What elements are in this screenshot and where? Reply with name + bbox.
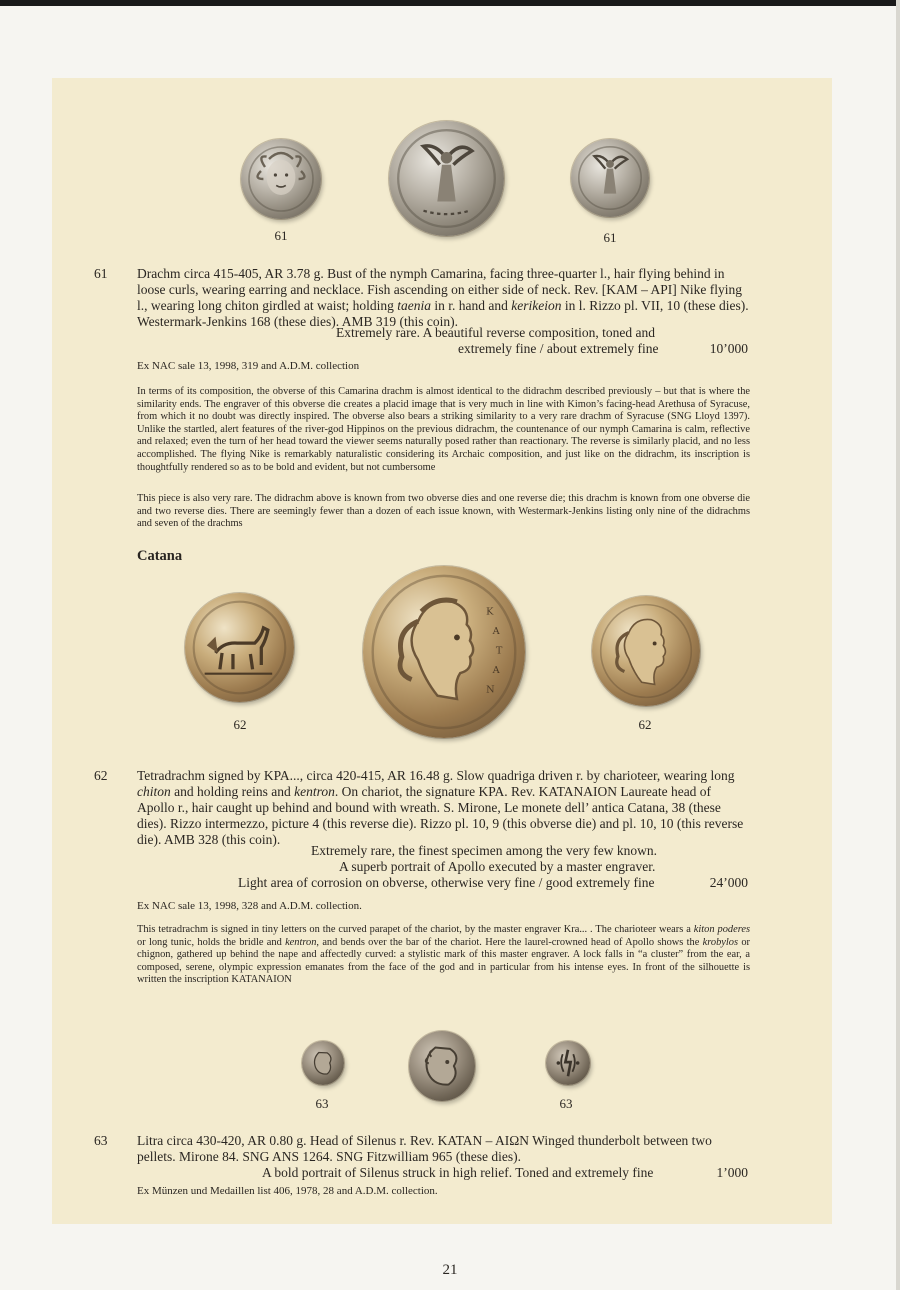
svg-text:A: A [492,626,500,638]
image-label: 63 [315,1096,329,1111]
image-label: 61 [274,228,288,243]
svg-text:N: N [486,684,495,696]
lot-note: In terms of its composition, the obverse of this Camarina drachm is almost identical to the didrachm described previously – but that is where the similarity ends. The engraver of this obverse die creates a placid image that is very much in line with Kimon’s facing-head Arethusa of Syracuse, from which it no doubt was directly inspired. The obverse also bears a striking similarity to a very rare drachm of Syracuse (SNG Lloyd 1397). Unlike the startled, alert features of the river-god Hippinos on the previous didrachm, the countenance of our nymph Camarina is calm, reflective and relaxed; even the turn of her head toward the viewer seems naturally posed rather than reactionary. The reverse is similarly placid, and no less accomplished. The flying Nike is remarkably naturalistic considering its Archaic composition, and just like on the didrachm, its inscription is thoughtfully rendered so as to be bold and evident, but not cumbersome [137,386,750,473]
nike-coin-icon [389,121,504,236]
page-number: 21 [442,1262,458,1278]
silenus-head-coin-icon [302,1041,344,1085]
lot-description: Tetradrachm signed by KPA..., circa 420-415, AR 16.48 g. Slow quadriga driven r. by charioteer, wearing long chiton and holding reins and kentron. On chariot, the signature KPA. Rev. KATANAION Laureate head of Apollo r., hair caught up behind and bound with wreath. S. Mirone, Le monete dell’ antica Catana, 38 (these dies). Rizzo intermezzo, picture 4 (this reverse die). Rizzo pl. 10, 9 (this obverse die) and pl. 10, 10 (this reverse die). AMB 328 (this coin). [137,768,744,847]
provenance: Ex NAC sale 13, 1998, 328 and A.D.M. collection. [137,900,362,912]
apollo-head-coin-icon [363,566,525,738]
estimate-price: 24’000 [709,875,748,890]
image-label: 63 [559,1096,573,1111]
grade-line: Extremely rare, the finest specimen among the very few known. [311,843,658,858]
lot-note: This piece is also very rare. The didrachm above is known from two obverse dies and one reverse die; this drachm is known from one obverse die and two reverse dies. There are seemingly fewer than a dozen of each issue known, with Westermark-Jenkins listing only nine of the didrachms and seven of the drachms [137,493,750,530]
provenance: Ex Münzen und Medaillen list 406, 1978, 28 and A.D.M. collection. [137,1185,438,1197]
lot-description: Litra circa 430-420, AR 0.80 g. Head of Silenus r. Rev. KATAN – AIΩN Winged thunderbolt between two pellets. Mirone 84. SNG ANS 1264. SNG Fitzwilliam 965 (these dies). [137,1133,712,1164]
grade-line: A superb portrait of Apollo executed by a master engraver. [339,859,656,874]
silenus-head-coin-icon [409,1031,475,1101]
apollo-head-coin-icon [592,596,700,706]
lot-note: This tetradrachm is signed in tiny letters on the curved parapet of the chariot, by the master engraver Kra... . The charioteer wears a kiton poderes or long tunic, holds the bridle and kentron, and bends over the bar of the chariot. Here the laurel-crowned head of Apollo shows the krobylos or chignon, gathered up behind the nape and affectedly curved: a stylistic mark of this master engraver. A lock falls in “a cluster” from the ear, a composed, serene, olympic expression emanates from the face of the god and in particular from his intense eyes. In front of the silhouette is written the inscription KATANAION [137,924,751,986]
section-heading: Catana [137,548,183,564]
svg-text:T: T [495,645,503,657]
grade-line: A bold portrait of Silenus struck in high relief. Toned and extremely fine [262,1165,654,1180]
nike-coin-icon [571,139,649,217]
image-label: 62 [638,717,652,732]
estimate-price: 10’000 [709,341,748,356]
lot-number: 61 [94,266,108,281]
lot-number: 62 [94,768,108,783]
nymph-head-coin-icon [241,139,321,219]
quadriga-coin-icon [185,593,294,702]
image-label: 62 [233,717,247,732]
top-border [0,0,900,6]
thunderbolt-coin-icon [546,1041,590,1085]
svg-text:A: A [492,665,500,677]
provenance: Ex NAC sale 13, 1998, 319 and A.D.M. collection [137,360,360,372]
estimate-price: 1’000 [716,1165,748,1180]
grade-line: Light area of corrosion on obverse, otherwise very fine / good extremely fine [238,875,655,890]
lot-number: 63 [94,1133,108,1148]
page-edge [896,0,900,1290]
lot-description: Drachm circa 415-405, AR 3.78 g. Bust of the nymph Camarina, facing three-quarter l., hair flying behind in loose curls, wearing earring and necklace. Fish ascending on either side of neck. Rev. [KAM – API] Nike flying l., wearing long chiton girdled at waist; holding taenia in r. hand and kerikeion in l. Rizzo pl. VII, 10 (these dies). Westermark-Jenkins 168 (these dies). AMB 319 (this coin). [137,266,749,329]
image-label: 61 [603,230,617,245]
grade-line: extremely fine / about extremely fine [458,341,659,356]
grade-line: Extremely rare. A beautiful reverse composition, toned and [336,325,656,340]
svg-text:K: K [486,606,494,618]
